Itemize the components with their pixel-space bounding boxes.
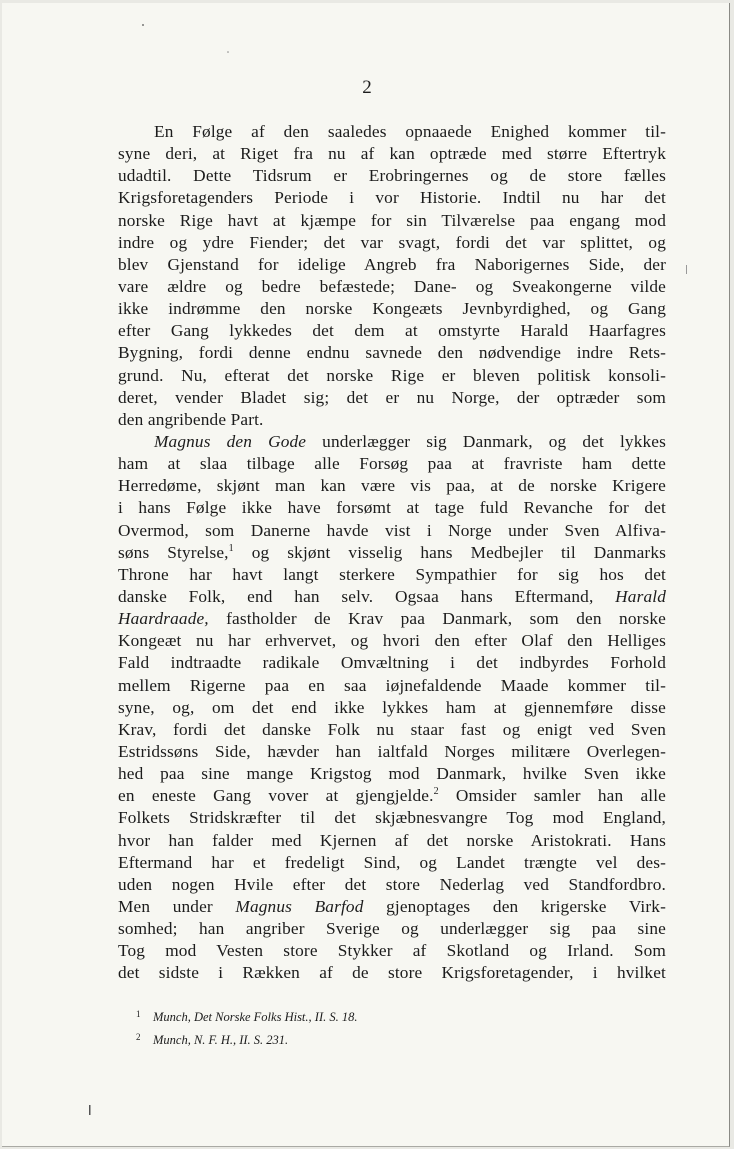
line-text: Throne har havt langt sterkere Sympathier for sig hos det (118, 564, 666, 584)
text-line (118, 276, 666, 298)
text-line (118, 918, 666, 940)
text-line (118, 940, 666, 962)
footnote-mark: 2 (136, 1032, 141, 1042)
footnote (136, 1027, 656, 1050)
text-line (118, 630, 666, 652)
text-line (118, 210, 666, 232)
text-line (118, 542, 666, 564)
line-text: indre og ydre Fiender; det var svagt, fordi det var splittet, og (118, 232, 666, 252)
text-line (118, 298, 666, 320)
text-line (118, 187, 666, 209)
text-line (118, 143, 666, 165)
footnotes (136, 1004, 656, 1050)
line-text: ikke indrømme den norske Kongeæts Jevnbyrdighed, og Gang (118, 299, 666, 319)
line-text: efter Gang lykkedes det dem at omstyrte Harald Haarfagres (118, 321, 666, 341)
text-line (118, 431, 666, 453)
text-line (118, 387, 666, 409)
line-text: fastholder de Krav paa Danmark, som den norske (208, 609, 666, 629)
line-text: den angribende Part. (118, 409, 264, 429)
text-line (118, 365, 666, 387)
line-text: danske Folk, end han selv. Ogsaa hans Eftermand, (118, 586, 616, 606)
line-text: i hans Følge ikke have forsømt at tage fuld Revanche for det (118, 498, 666, 518)
italic-name: Harald (615, 586, 666, 606)
text-line (118, 874, 666, 896)
text-line (118, 254, 666, 276)
line-text: gjenoptages den krigerske Virk- (363, 896, 666, 916)
text-line (118, 697, 666, 719)
text-line (118, 608, 666, 630)
text-line (118, 741, 666, 763)
line-text: En Følge af den saaledes opnaaede Enighed kommer til- (154, 122, 666, 141)
line-text: mellem Rigerne paa en saa iøjnefaldende Maade kommer til- (118, 675, 666, 695)
text-line (118, 342, 666, 364)
line-text: og skjønt visselig hans Medbejler til Danmarks (233, 542, 666, 562)
line-text: uden nogen Hvile efter det store Nederlag ved Standfordbro. (118, 874, 666, 894)
text-line (118, 586, 666, 608)
footnote-ref: 2 (433, 786, 439, 798)
line-text: ham at slaa tilbage alle Forsøg paa at fravriste ham dette (118, 454, 666, 474)
page-number: 2 (362, 77, 372, 98)
text-line (118, 475, 666, 497)
footnote (136, 1004, 656, 1027)
line-text: Herredøme, skjønt man kan være vis paa, at de norske Krigere (118, 476, 666, 496)
line-text: Omsider samler han alle (438, 786, 667, 806)
italic-name: Haardraade, (118, 609, 209, 629)
line-text: Bygning, fordi denne endnu savnede den nødvendige indre Rets- (118, 343, 666, 363)
line-text: Eftermand har et fredeligt Sind, og Landet trængte vel des- (118, 852, 666, 872)
line-text: hvor han falder med Kjernen af det norske Aristokrati. Hans (118, 830, 666, 850)
text-line (118, 232, 666, 254)
text-line (118, 121, 666, 143)
text-line (118, 830, 666, 852)
line-text: Fald indtraadte radikale Omvæltning i det indbyrdes Forhold (118, 653, 666, 673)
line-text: en eneste Gang vover at gjengjelde. (118, 786, 434, 806)
text-line (118, 652, 666, 674)
body-text (118, 121, 666, 984)
text-line (118, 852, 666, 874)
text-line (118, 409, 666, 431)
line-text: deret, vender Bladet sig; det er nu Norge, der optræder som (118, 387, 666, 407)
text-line (118, 675, 666, 697)
text-line (118, 807, 666, 829)
line-text: syne, og, om det end ikke lykkes ham at gjennemføre disse (118, 697, 666, 717)
italic-name: Magnus den Gode (154, 431, 307, 451)
line-text: udadtil. Dette Tidsrum er Erobringernes og de store fælles (118, 166, 666, 186)
text-line (118, 165, 666, 187)
line-text: Men under (118, 896, 236, 916)
text-line (118, 896, 666, 918)
text-line (118, 320, 666, 342)
line-text: Tog mod Vesten store Stykker af Skotland og Irland. Som (118, 941, 666, 961)
footnote-text: Munch, Det Norske Folks Hist., II. S. 18. (153, 1010, 358, 1024)
text-line (118, 497, 666, 519)
line-text: Estridssøns Side, hævder han ialtfald Norges militære Overlegen- (118, 741, 666, 761)
text-line (118, 520, 666, 542)
line-text: underlægger sig Danmark, og det lykkes (306, 431, 666, 451)
line-text: grund. Nu, efterat det norske Rige er bleven politisk konsoli- (118, 365, 666, 385)
line-text: Krav, fordi det danske Folk nu staar fast og enigt ved Sven (118, 719, 666, 739)
text-line (118, 719, 666, 741)
line-text: syne deri, at Riget fra nu af kan optræde med større Eftertryk (118, 144, 666, 164)
line-text: Kongeæt nu har erhvervet, og hvori den efter Olaf den Helliges (118, 631, 666, 651)
footnote-text: Munch, N. F. H., II. S. 231. (153, 1033, 289, 1047)
text-line (118, 785, 666, 807)
line-text: blev Gjenstand for idelige Angreb fra Naborigernes Side, der (118, 254, 666, 274)
footnote-mark: 1 (136, 1009, 141, 1019)
line-text: vare ældre og bedre befæstede; Dane- og Sveakongerne vilde (118, 276, 666, 296)
line-text: Overmod, som Danerne havde vist i Norge under Sven Alfiva- (118, 520, 666, 540)
text-line (118, 453, 666, 475)
text-line (118, 962, 666, 984)
footnote-ref: 1 (228, 542, 234, 554)
line-text: somhed; han angriber Sverige og underlægger sig paa sine (118, 919, 666, 939)
italic-name: Magnus Barfod (235, 896, 364, 916)
line-text: det sidste i Rækken af de store Krigsforetagender, i hvilket (118, 963, 666, 983)
line-text: Krigsforetagenders Periode i vor Historie. Indtil nu har det (118, 188, 666, 208)
line-text: søns Styrelse, (118, 542, 229, 562)
line-text: hed paa sine mange Krigstog mod Danmark, hvilke Sven ikke (118, 764, 666, 784)
text-line (118, 763, 666, 785)
line-text: norske Rige havt at kjæmpe for sin Tilværelse paa engang mod (118, 210, 666, 230)
text-line (118, 564, 666, 586)
line-text: Folkets Stridskræfter til det skjæbnesvangre Tog mod England, (118, 808, 666, 828)
